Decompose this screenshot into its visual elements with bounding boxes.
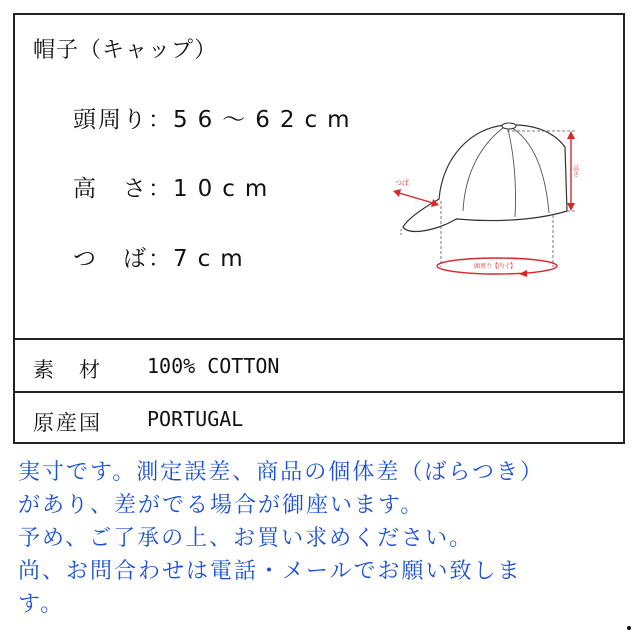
size-spec-table — [13, 13, 625, 444]
height-spec — [73, 170, 277, 203]
notice-line: す。 — [18, 592, 65, 617]
cap-button — [502, 123, 516, 129]
cap-crown-outline — [439, 125, 567, 221]
origin-row — [15, 393, 623, 444]
cap-measurement-diagram — [381, 107, 577, 275]
head-arrow-head — [519, 270, 527, 277]
notice-line: 予め、ご了承の上、お買い求めください。 — [18, 526, 474, 551]
height-arrow-head-top — [567, 131, 575, 139]
notice-line: 実寸です。測定誤差、商品の個体差（ばらつき） — [18, 460, 545, 485]
brim-value: 7cm — [173, 246, 253, 272]
brim-arrow — [399, 193, 433, 203]
brim-label: つ ば： — [73, 246, 173, 272]
origin-label: 原産国 — [33, 411, 102, 435]
origin-value: PORTUGAL — [147, 407, 244, 431]
head-circumference-label: 頭周り： — [73, 107, 173, 133]
brim-spec — [73, 240, 253, 273]
height-diagram-label: 高さ — [571, 165, 579, 177]
notice-line: があり、差がでる場合が御座います。 — [18, 493, 425, 518]
head-circumference-spec — [73, 101, 360, 134]
head-circumference-value: 56～62cm — [173, 107, 360, 133]
brim-diagram-label: つば — [395, 179, 409, 187]
material-label: 素 材 — [33, 358, 102, 382]
brim-arrow-head-left — [393, 189, 401, 197]
height-label: 高 さ： — [73, 176, 173, 202]
measurement-notice — [18, 456, 628, 621]
height-arrow-head-bottom — [567, 203, 575, 211]
height-value: 10cm — [173, 176, 278, 202]
notice-line: 尚、お問合わせは電話・メールでお願い致しま — [18, 559, 522, 584]
size-section — [15, 15, 623, 340]
item-title: 帽子（キャップ） — [33, 38, 218, 63]
material-row — [15, 340, 623, 393]
corner-dot — [627, 626, 631, 630]
material-value: 100% COTTON — [147, 354, 280, 378]
head-diagram-label: 頭周り【内寸】 — [474, 263, 517, 270]
